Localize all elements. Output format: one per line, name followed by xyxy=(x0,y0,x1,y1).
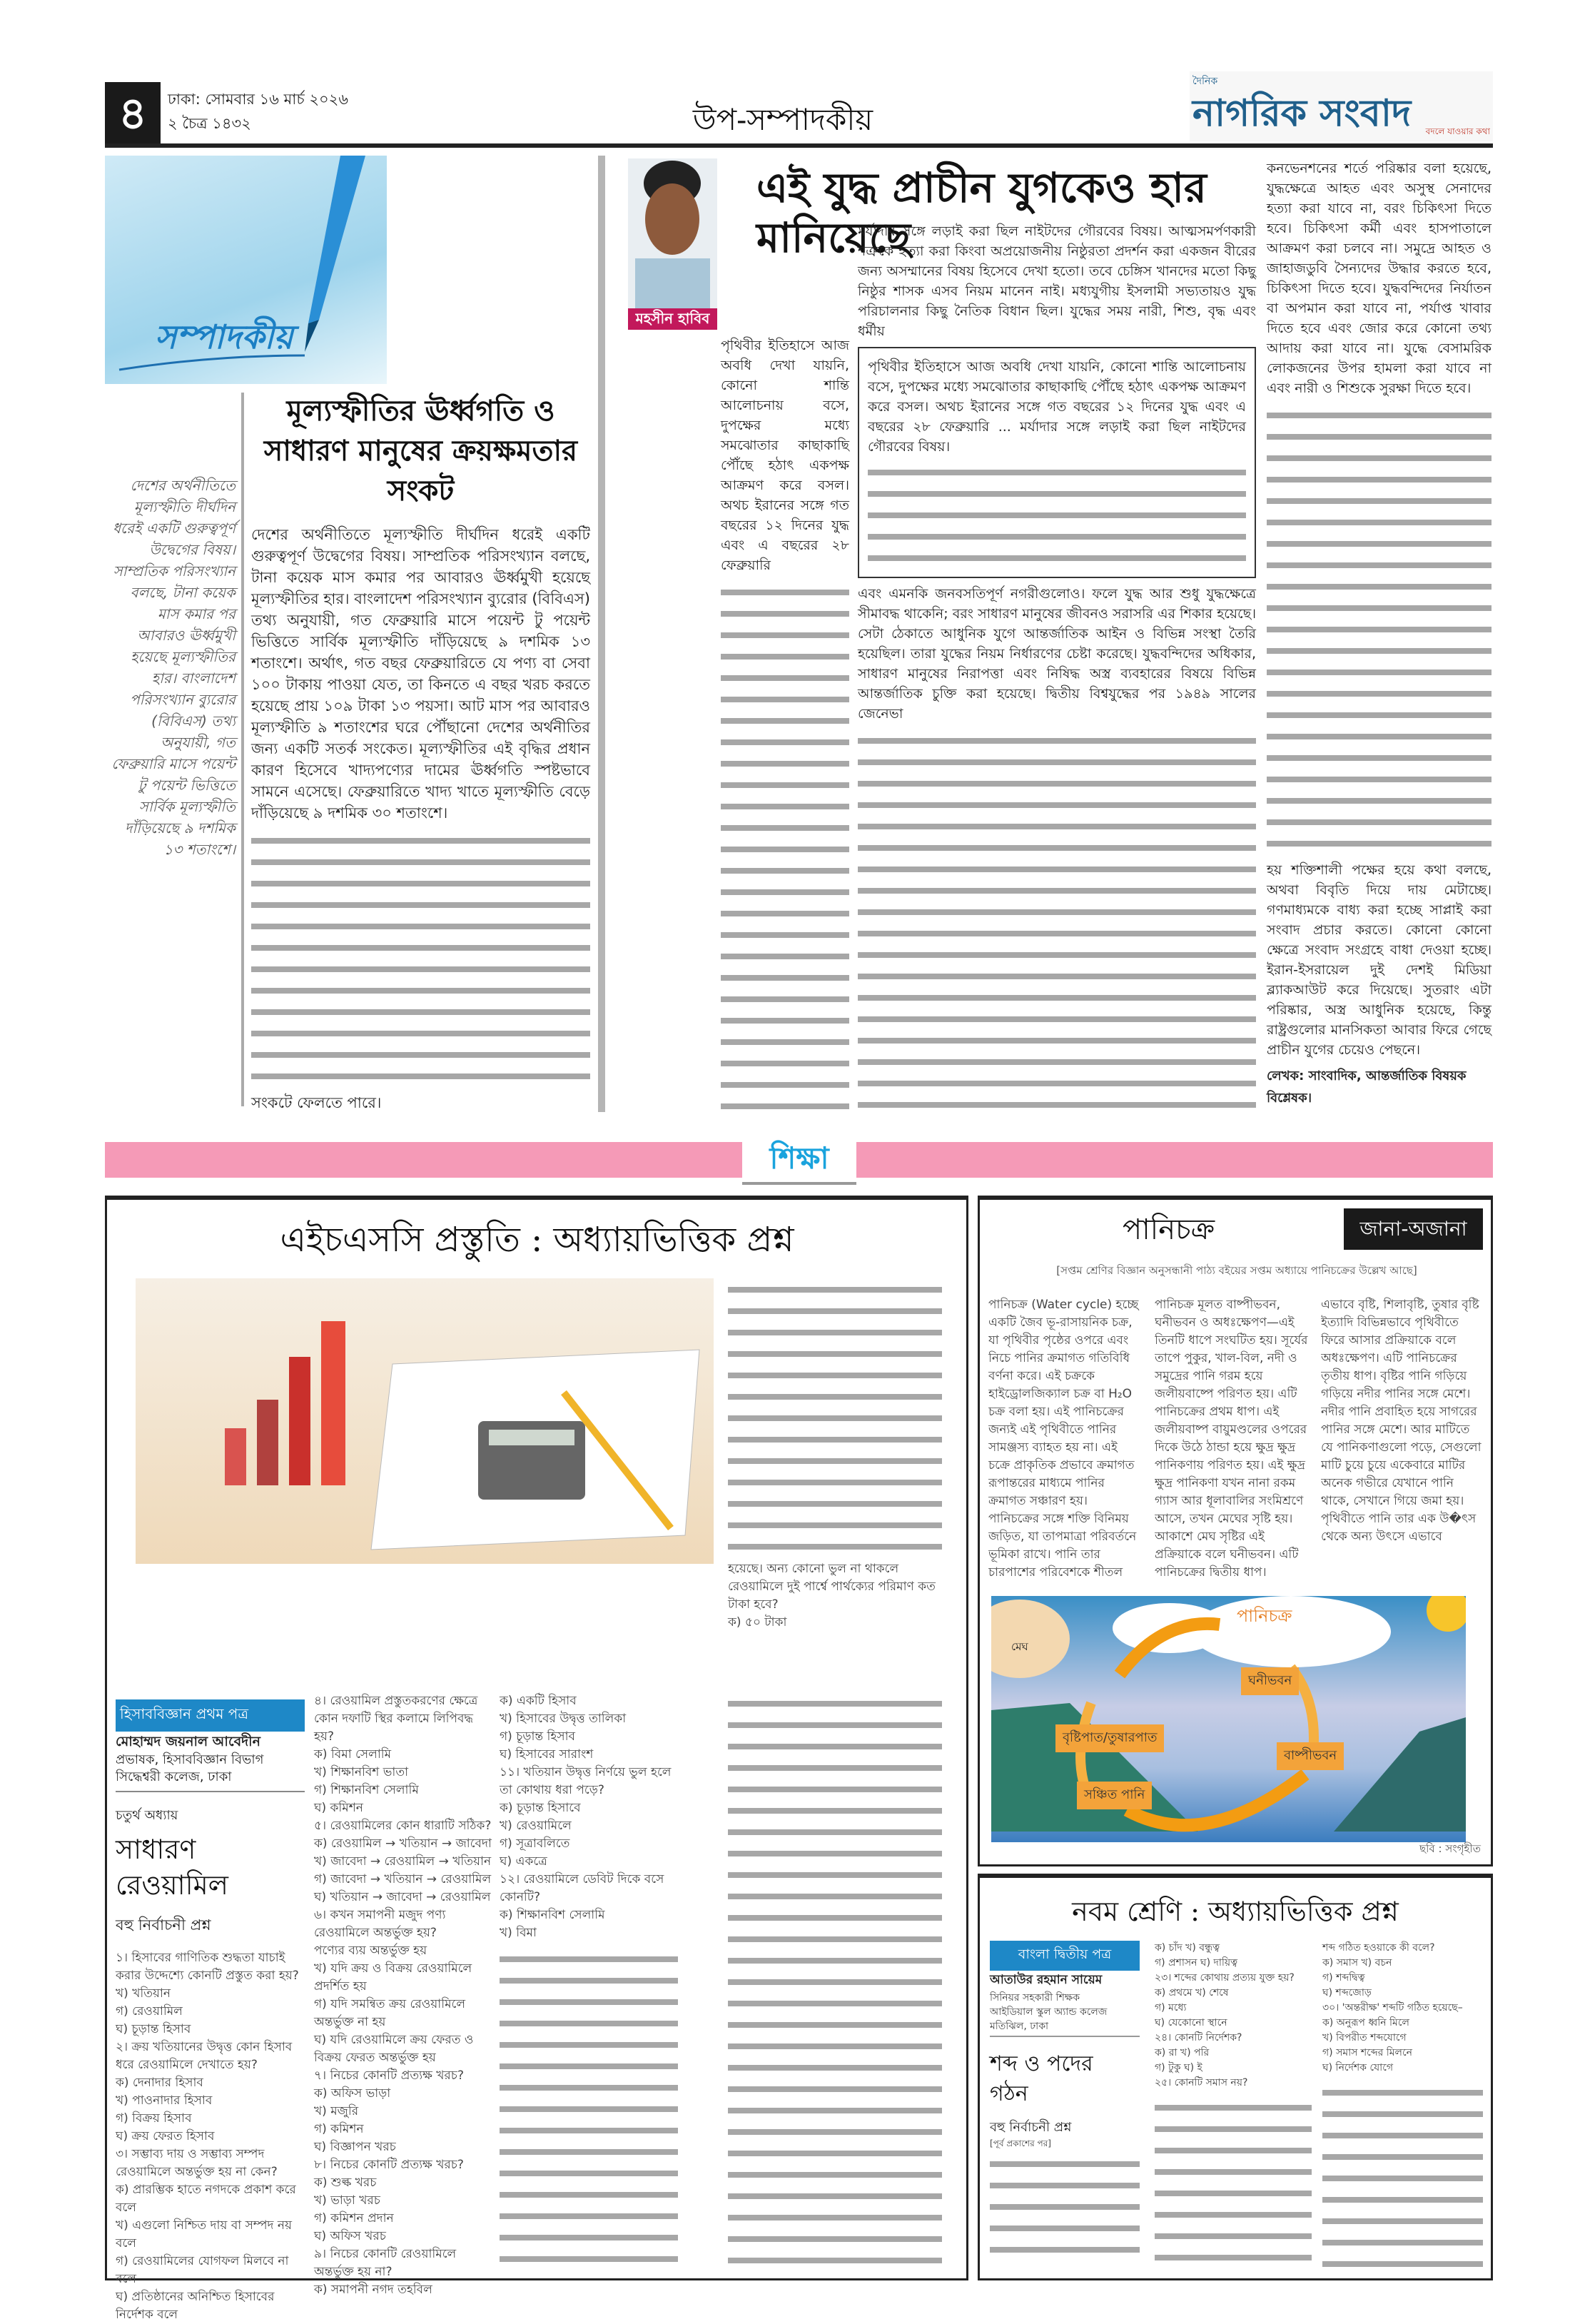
author-name: মহসীন হাবিব xyxy=(628,308,717,330)
question-line: ক) একটি হিসাব xyxy=(500,1694,577,1708)
editorial-body: দেশের অর্থনীতিতে মূল্যস্ফীতি দীর্ঘদিন ধরেই একটি গুরুত্বপূর্ণ উদ্বেগের বিষয়। সাম্প্রতিক পরিসংখ্যান বলছে, টানা কয়েক মাস কমার পর আবারও ঊর্ধ্বমুখী হয়েছে মূল্যস্ফীতির হার। বাংলাদেশ পরিসংখ্যান ব্যুরোর (বিবিএস) তথ্য অনুযায়ী, গত ফেব্রুয়ারি মাসে পয়েন্ট টু পয়েন্ট ভিত্তিতে সার্বিক মূল্যস্ফীতি দাঁড়িয়েছে ৯ দশমিক ১৩ শতাংশে। অর্থাৎ, গত বছর ফেব্রুয়ারিতে যে পণ্য বা সেবা ১০০ টাকায় পাওয়া যেত, তা কিনতে এ বছর খরচ করতে হয়েছে প্রায় ১০৯ টাকা ১৩ পয়সা। আট মাস পর আবারও মূল্যস্ফীতি ৯ শতাংশের ঘরে পৌঁছানো দেশের অর্থনীতির জন্য একটি সতর্ক সংকেত। মূল্যস্ফীতির এই বৃদ্ধির প্রধান কারণ হিসেবে খাদ্যপণ্যের দামের ঊর্ধ্বগতি স্পষ্টভাবে সামনে এসেছে। ফেব্রুয়ারিতে খাদ্য খাতে মূল্যস্ফীতি বেড়ে দাঁড়িয়েছে ৯ দশমিক ৩০ শতাংশে। xyxy=(251,526,590,822)
class9-subject-label: বাংলা দ্বিতীয় পত্র xyxy=(990,1941,1140,1971)
oped-middle-column xyxy=(858,221,1256,1110)
question-line: ঘ) খতিয়ান → জাবেদা → রেওয়ামিল xyxy=(314,1890,491,1904)
question-line: ১। হিসাবের গাণিতিক শুদ্ধতা যাচাই করার উদ্দেশ্যে কোনটি প্রস্তুত করা হয়? xyxy=(116,1951,299,1983)
question-line: ৬। কখন সমাপনী মজুদ পণ্য রেওয়ামিলে অন্তর্ভুক্ত হয়? xyxy=(314,1908,446,1940)
header-rule xyxy=(105,143,1493,148)
question-line: ঘ) ক্রয় ফেরত হিসাব xyxy=(116,2129,215,2143)
hsc-headline: এইচএসসি প্রস্তুতি : অধ্যায়ভিত্তিক প্রশ্ন xyxy=(280,1220,794,1260)
class9-questions-col2-more xyxy=(1322,2081,1483,2269)
question-line: ৯। নিচের কোনটি রেওয়ামিলে অন্তর্ভুক্ত হয় না? xyxy=(314,2247,457,2279)
question-line: গ) শিক্ষানবিশ সেলামি xyxy=(314,1783,419,1797)
question-line: ক) চাঁদ খ) বন্ধুত্ব xyxy=(1155,1942,1220,1954)
question-line: খ) শিক্ষানবিশ ভাতা xyxy=(314,1765,409,1779)
question-line: ঘ) যেকোনো স্থানে xyxy=(1155,2017,1227,2029)
oped-boxed-quote xyxy=(858,347,1256,578)
editorial-ending: সংকটে ফেলতে পারে। xyxy=(251,1094,382,1111)
label-stored-water: সঞ্চিত পানি xyxy=(1077,1782,1152,1809)
question-line: ৮। নিচের কোনটি প্রত্যক্ষ খরচ? xyxy=(314,2158,464,2172)
hsc-illustration xyxy=(136,1278,714,1564)
column-divider xyxy=(598,156,605,1112)
question-line: গ) রেওয়ামিল xyxy=(116,2004,183,2019)
question-line: হয়েছে। অন্য কোনো ভুল না থাকলে রেওয়ামিলে দুই পার্শ্বে পার্থক্যের পরিমাণ কত টাকা হবে? xyxy=(728,1562,936,1612)
date-line: ঢাকা: সোমবার ১৬ মার্চ ২০২৬ xyxy=(168,91,348,108)
hsc-question-type: বহু নির্বাচনী প্রশ্ন xyxy=(116,1916,211,1934)
question-line: খ) রেওয়ামিলে xyxy=(500,1819,572,1833)
question-line: শব্দ গঠিত হওয়াকে কী বলে? xyxy=(1322,1942,1435,1954)
logo-prefix: দৈনিক xyxy=(1192,76,1218,87)
class9-designation: সিনিয়র সহকারী শিক্ষক xyxy=(990,1992,1080,2004)
editorial-divider xyxy=(241,393,244,1106)
question-line: গ) মধ্যে xyxy=(1155,2002,1187,2014)
question-line: ক) রেওয়ামিল → খতিয়ান → জাবেদা xyxy=(314,1837,492,1851)
oped-col1: পৃথিবীর ইতিহাসে আজ অবধি দেখা যায়নি, কোনো শান্তি আলোচনায় বসে, দুপক্ষের মধ্যে সমঝোতার কাছাকাছি পৌঁছে হঠাৎ একপক্ষ আক্রমণ করে বসল। অথচ ইরানের সঙ্গে গত বছরের ১২ দিনের যুদ্ধ এবং এ বছরের ২৮ ফেব্রুয়ারি xyxy=(721,338,849,573)
question-line: গ) বিক্রয় হিসাব xyxy=(116,2111,192,2126)
question-line: ক) প্রারম্ভিক হাতে নগদকে প্রকাশ করে বলে xyxy=(116,2183,296,2215)
question-line: ক) চূড়ান্ত হিসাবে xyxy=(500,1801,581,1815)
page-header xyxy=(105,75,1493,146)
label-condensation: ঘনীভবন xyxy=(1241,1667,1299,1695)
question-line: খ) বিপরীত শব্দযোগে xyxy=(1322,2032,1407,2043)
class9-col1-stack xyxy=(1155,1941,1312,2269)
question-line: ঘ) নির্দেশক যোগে xyxy=(1322,2062,1394,2073)
question-line: গ) চূড়ান্ত হিসাব xyxy=(500,1729,575,1744)
question-line: ২৫। কোনটি সমাস নয়? xyxy=(1155,2077,1248,2088)
oped-col3: কনভেনশনের শর্তে পরিষ্কার বলা হয়েছে, যুদ্ধক্ষেত্রে আহত এবং অসুস্থ সেনাদের হত্যা করা যাবে না, বরং চিকিৎসা দিতে হবে। চিকিৎসা কর্মী এবং হাসপাতালে আক্রমণ করা চলবে না। সমুদ্রে আহত ও জাহাজডুবি সৈন্যদের উদ্ধার করতে হবে, চিকিৎসা দিতে হবে। যুদ্ধবন্দিদের নির্যাতন বা অপমান করা যাবে না, পর্যাপ্ত খাবার দিতে হবে এবং জোর করে কোনো তথ্য আদায় করা যাবে না। যুদ্ধে বেসামরিক লোকজনের উপর হামলা করা যাবে না এবং নারী ও শিশুকে সুরক্ষা দিতে হবে। xyxy=(1267,161,1492,396)
jana-ojana-badge: জানা-অজানা xyxy=(1344,1208,1483,1250)
hsc-questions-col4-more xyxy=(728,1692,942,2270)
class9-headline: নবম শ্রেণি : অধ্যায়ভিত্তিক প্রশ্ন xyxy=(1072,1896,1399,1927)
hsc-questions-col4 xyxy=(728,1560,942,1632)
question-line: ৪। রেওয়ামিল প্রস্তুতকরণের ক্ষেত্রে কোন দফাটি স্থির কলামে লিপিবদ্ধ হয়? xyxy=(314,1694,478,1744)
oped-headline: এই যুদ্ধ প্রাচীন যুগকেও হার মানিয়েছে xyxy=(756,163,1207,262)
hsc-questions-col3 xyxy=(500,1692,678,1942)
question-line: ৩। সম্ভাব্য দায় ও সম্ভাব্য সম্পদ রেওয়ামিলে অন্তর্ভুক্ত হয় না কেন? xyxy=(116,2147,278,2179)
class9-questions-col1 xyxy=(1155,1941,1312,2091)
class9-topic: শব্দ ও পদের গঠন xyxy=(990,2051,1093,2106)
question-line: ক) প্রথমে খ) শেষে xyxy=(1155,1987,1229,1999)
question-line: ঘ) একত্রে xyxy=(500,1854,547,1869)
editorial-pull-quote: দেশের অর্থনীতিতে মূল্যস্ফীতি দীর্ঘদিন ধরেই একটি গুরুত্বপূর্ণ উদ্বেগের বিষয়। সাম্প্রতিক পরিসংখ্যান বলছে, টানা কয়েক মাস কমার পর আবারও ঊর্ধ্বমুখী হয়েছে মূল্যস্ফীতির হার। বাংলাদেশ পরিসংখ্যান ব্যুরোর (বিবিএস) তথ্য অনুযায়ী, গত ফেব্রুয়ারি মাসে পয়েন্ট টু পয়েন্ট ভিত্তিতে সার্বিক মূল্যস্ফীতি দাঁড়িয়েছে ৯ দশমিক ১৩ শতাংশে। xyxy=(111,477,236,858)
hsc-col3-stack xyxy=(500,1692,678,2270)
question-line: খ) এগুলো নিশ্চিত দায় বা সম্পদ নয় বলে xyxy=(116,2218,293,2250)
bangla-date: ২ চৈত্র ১৪৩২ xyxy=(168,115,251,132)
question-line: গ) কমিশন প্রদান xyxy=(314,2211,394,2226)
water-cycle-title: পানিচক্র xyxy=(1123,1213,1215,1246)
question-line: গ) সূত্রাবলিতে xyxy=(500,1837,570,1851)
question-line: ঘ) অফিস খরচ xyxy=(314,2229,386,2243)
question-line: ঘ) কমিশন xyxy=(314,1801,363,1815)
class9-questions-left xyxy=(990,2153,1140,2267)
question-line: গ) সমাস শব্দের মিলনে xyxy=(1322,2047,1412,2058)
boxed-quote-continued xyxy=(868,461,1246,568)
label-cloud: মেঘ xyxy=(1011,1640,1028,1653)
question-line: খ) হিসাবের উদ্বৃত্ত তালিকা xyxy=(500,1712,627,1726)
question-line: গ) টুকু ঘ) ই xyxy=(1155,2062,1202,2073)
section-band-label: শিক্ষা xyxy=(742,1131,856,1185)
class9-question-type: বহু নির্বাচনী প্রশ্ন xyxy=(990,2120,1072,2135)
section-title: উপ-সম্পাদকীয় xyxy=(692,102,873,137)
oped-body-left xyxy=(721,581,849,1110)
question-line: ৫। রেওয়ামিলের কোন ধারাটি সঠিক? xyxy=(314,1819,492,1833)
editorial-headline: মূল্যস্ফীতির ঊর্ধ্বগতি ও সাধারণ মানুষের ক্রয়ক্ষমতার সংকট xyxy=(263,394,578,507)
question-line: ১১। খতিয়ান উদ্বৃত্ত নির্ণয়ে ভুল হলে তা কোথায় ধরা পড়ে? xyxy=(500,1765,672,1797)
question-line: ক) অফিস ভাড়া xyxy=(314,2086,391,2101)
question-line: ক) বিমা সেলামি xyxy=(314,1747,392,1762)
oped-mid-text: এবং এমনকি জনবসতিপূর্ণ নগরীগুলোও। ফলে যুদ্ধ আর শুধু যুদ্ধক্ষেত্রে সীমাবদ্ধ থাকেনি; বরং সাধারণ মানুষের জীবনও সরাসরি এর শিকার হয়েছে। সেটা ঠেকাতে আধুনিক যুগে আন্তর্জাতিক আইন ও বিভিন্ন সংস্থা তৈরি হয়েছিল। তারা যুদ্ধের নিয়ম নির্ধারণের চেষ্টা করেছে। যুদ্ধবন্দিদের অধিকার, সাধারণ মানুষের নিরাপত্তা এবং নিষিদ্ধ অস্ত্র ব্যবহারের বিষয়ে বিভিন্ন আন্তর্জাতিক চুক্তি করা হয়েছে। দ্বিতীয় বিশ্বযুদ্ধের পর ১৯৪৯ সালের জেনেভা xyxy=(858,586,1256,722)
class9-note: [পূর্ব প্রকাশের পর] xyxy=(990,2138,1051,2148)
water-cycle-col2: পানিচক্র মূলত বাষ্পীভবন, ঘনীভবন ও অধঃক্ষেপণ—এই তিনটি ধাপে সংঘটিত হয়। সূর্যের তাপে পুকুর, খাল-বিল, নদী ও সমুদ্রের পানি গরম হয়ে জলীয়বাষ্পে পরিণত হয়। এটি পানিচক্রের প্রথম ধাপ। এই জলীয়বাষ্প বায়ুমণ্ডলের ওপরের দিকে উঠে ঠান্ডা হয়ে ক্ষুদ্র ক্ষুদ্র পানিকণায় পরিণত হয়। এই ক্ষুদ্র ক্ষুদ্র পানিকণা যখন নানা রকম গ্যাস আর ধূলাবালির সংমিশ্রণে আসে, তখন মেঘের সৃষ্টি হয়। আকাশে মেঘ সৃষ্টির এই প্রক্রিয়াকে বলে ঘনীভবন। এটি পানিচক্রের দ্বিতীয় ধাপ। xyxy=(1155,1298,1308,1580)
hsc-chapter: চতুর্থ অধ্যায় xyxy=(116,1808,178,1823)
water-cycle-col3: এভাবে বৃষ্টি, শিলাবৃষ্টি, তুষার বৃষ্টি ইত্যাদি বিভিন্নভাবে পৃথিবীতে ফিরে আসার প্রক্রিয়াকে বলে অধঃক্ষেপণ। এটি পানিচক্রের তৃতীয় ধাপ। বৃষ্টির পানি গড়িয়ে গড়িয়ে নদীর পানির সঙ্গে মেশে। নদীর পানি প্রবাহিত হয়ে সাগরের পানির সঙ্গে মেশে। আর মাটিতে যে পানিকণাগুলো পড়ে, সেগুলো মাটি চুয়ে চুয়ে একেবারে মাটির অনেক গভীরে যেখানে পানি থাকে, সেখানে গিয়ে জমা হয়। পৃথিবীতে পানি তার এক উ�ৎস থেকে অন্য উৎসে এভাবে xyxy=(1321,1298,1482,1544)
sun-icon xyxy=(1427,1596,1466,1632)
question-line: গ) কমিশন xyxy=(314,2122,364,2136)
water-cycle-section xyxy=(978,1196,1493,1866)
hsc-author: মোহাম্মদ জয়নাল আবেদীন xyxy=(116,1734,260,1749)
logo-text: নাগরিক সংবাদ xyxy=(1192,92,1412,135)
hsc-questions-col3-more xyxy=(500,1948,678,2270)
oped-right-column xyxy=(1267,158,1492,1110)
question-line: ঘ) হিসাবের সারাংশ xyxy=(500,1747,594,1762)
label-precipitation: বৃষ্টিপাত/তুষারপাত xyxy=(1055,1724,1164,1752)
question-line: খ) পাওনাদার হিসাব xyxy=(116,2093,213,2108)
hsc-institution: সিদ্ধেশ্বরী কলেজ, ঢাকা xyxy=(116,1768,305,1792)
hsc-designation: প্রভাষক, হিসাববিজ্ঞান বিভাগ xyxy=(116,1752,264,1767)
oped-right-body xyxy=(1267,404,1492,854)
oped-col2: মর্যাদার সঙ্গে লড়াই করা ছিল নাইটদের গৌরবের বিষয়। আত্মসমর্পণকারী শত্রুকে হত্যা করা কিংবা অপ্রয়োজনীয় নিষ্ঠুরতা প্রদর্শন করা একজন বীরের জন্য অসম্মানের বিষয় হিসেবে দেখা হতো। তবে চেঙ্গিস খানদের মতো কিছু নিষ্ঠুর শাসক এসব নিয়ম মানেন নাই। মধ্যযুগীয় ইসলামী সভ্যতায়ও যুদ্ধ পরিচালনার কিছু নৈতিক বিধান ছিল। যুদ্ধের সময় নারী, শিশু, বৃদ্ধ এবং ধর্মীয় xyxy=(858,223,1256,339)
hsc-questions-col2 xyxy=(314,1692,492,2299)
page-number: ৪ xyxy=(105,82,161,145)
class9-col2-stack xyxy=(1322,1941,1483,2269)
question-line: খ) বিমা xyxy=(500,1926,537,1940)
editorial-body-continued xyxy=(251,829,590,1086)
boxed-quote-text: পৃথিবীর ইতিহাসে আজ অবধি দেখা যায়নি, কোনো শান্তি আলোচনায় বসে, দুপক্ষের মধ্যে সমঝোতার কাছাকাছি পৌঁছে হঠাৎ একপক্ষ আক্রমণ করে বসল। অথচ ইরানের সঙ্গে গত বছরের ১২ দিনের যুদ্ধ এবং এ বছরের ২৮ ফেব্রুয়ারি ... মর্যাদার সঙ্গে লড়াই করা ছিল নাইটদের গৌরবের বিষয়। xyxy=(868,359,1246,455)
hsc-topic: সাধারণ রেওয়ামিল xyxy=(116,1834,228,1901)
hsc-section xyxy=(105,1196,968,2322)
oped-ending: হয় শক্তিশালী পক্ষের হয়ে কথা বলছে, অথবা বিবৃতি দিয়ে দায় মেটাচ্ছে। গণমাধ্যমকে বাধ্য করা হচ্ছে সাপ্লাই করা সংবাদ প্রচার করতে। কোনো কোনো ক্ষেত্রে সংবাদ সংগ্রহে বাধা দেওয়া হচ্ছে। ইরান-ইসরায়েল দুই দেশই মিডিয়া ব্ল্যাকআউট করে দিয়েছে। সুতরাং এটা পরিষ্কার, অস্ত্র আধুনিক হয়েছে, কিন্তু রাষ্ট্রগুলোর মানসিকতা আবার ফিরে গেছে প্রাচীন যুগের চেয়েও পেছনে। xyxy=(1267,862,1492,1058)
oped-byline: লেখক: সাংবাদিক, আন্তর্জাতিক বিষয়ক বিশ্লেষক। xyxy=(1267,1068,1467,1106)
question-line: ঘ) প্রতিষ্ঠানের অনিশ্চিত হিসাবের নির্দেশক বলে xyxy=(116,2290,275,2322)
class9-questions-col2 xyxy=(1322,1941,1483,2076)
question-line: গ) জাবেদা → খতিয়ান → রেওয়ামিল xyxy=(314,1872,492,1886)
photo-credit: ছবি : সংগৃহীত xyxy=(1419,1842,1481,1855)
question-line: গ) যদি সমন্বিত ক্রয় রেওয়ামিলে অন্তর্ভুক্ত না হয় xyxy=(314,1997,466,2029)
editorial-column xyxy=(251,391,590,1113)
hsc-subject-label: হিসাববিজ্ঞান প্রথম পত্র xyxy=(116,1699,305,1732)
question-line: ক) ৫০ টাকা xyxy=(728,1615,787,1630)
editorial-banner-label: সম্পাদকীয় xyxy=(155,318,293,356)
class9-author: আতাউর রহমান সায়েম xyxy=(990,1973,1103,1987)
question-line: ক) শিক্ষানবিশ সেলামি xyxy=(500,1908,605,1922)
question-line: ক) দেনাদার হিসাব xyxy=(116,2076,203,2090)
class9-section xyxy=(978,1874,1493,2280)
question-line: ঘ) যদি রেওয়ামিলে ক্রয় ফেরত ও বিক্রয় ফেরত অন্তর্ভুক্ত হয় xyxy=(314,2033,474,2065)
question-line: খ) জাবেদা → রেওয়ামিল → খতিয়ান xyxy=(314,1854,492,1869)
label-evaporation: বাষ্পীভবন xyxy=(1277,1742,1344,1770)
question-line: ক) সমাপনী নগদ তহবিল xyxy=(314,2283,432,2297)
question-line: গ) রেওয়ামিলের যোগফল মিলবে না বলে xyxy=(116,2254,289,2286)
water-cycle-intro: [সপ্তম শ্রেণির বিজ্ঞান অনুসন্ধানী পাঠ্য বইয়ের সপ্তম অধ্যায়ে পানিচক্রের উল্লেখ আছে] xyxy=(1056,1264,1417,1277)
question-line: ক) অনুরূপ ধ্বনি মিলে xyxy=(1322,2017,1409,2029)
question-line: খ) খতিয়ান xyxy=(116,1986,171,2001)
class9-institution: আইডিয়াল স্কুল অ্যান্ড কলেজ xyxy=(990,2006,1108,2018)
hsc-questions-right xyxy=(728,1278,942,1557)
question-line: গ) প্রশাসন ঘ) দায়িত্ব xyxy=(1155,1957,1238,1969)
class9-questions-col1-more xyxy=(1155,2096,1312,2269)
question-line: পণ্যের ব্যয় অন্তর্ভুক্ত হয় xyxy=(314,1944,427,1958)
question-line: ঘ) চূড়ান্ত হিসাব xyxy=(116,2022,191,2036)
question-line: ক) রা খ) পরি xyxy=(1155,2047,1210,2058)
editorial-banner-image xyxy=(105,156,387,384)
question-line: ৩০। 'অন্তরীক্ষ' শব্দটি গঠিত হয়েছে– xyxy=(1322,2002,1463,2014)
question-line: খ) যদি ক্রয় ও বিক্রয় রেওয়ামিলে প্রদর্শিত হয় xyxy=(314,1961,472,1994)
water-cycle-diagram xyxy=(991,1596,1466,1842)
question-line: ঘ) বিজ্ঞাপন খরচ xyxy=(314,2140,396,2154)
question-line: ১২। রেওয়ামিলে ডেবিট দিকে বসে কোনটি? xyxy=(500,1872,664,1904)
question-line: ৭। নিচের কোনটি প্রত্যক্ষ খরচ? xyxy=(314,2068,464,2083)
class9-place: মতিঝিল, ঢাকা xyxy=(990,2018,1140,2037)
masthead-logo[interactable] xyxy=(1190,71,1493,141)
question-line: ২৪। কোনটি নির্দেশক? xyxy=(1155,2032,1242,2043)
author-photo xyxy=(628,158,717,308)
question-line: ক) সমাস খ) বচন xyxy=(1322,1957,1392,1969)
logo-tagline: বদলে যাওয়ার কথা xyxy=(1425,126,1490,136)
hsc-questions-col1 xyxy=(116,1949,301,2324)
oped-body-left2 xyxy=(858,729,1256,1110)
question-line: গ) শব্দদ্বিত্ব xyxy=(1322,1972,1365,1984)
oped-left-column xyxy=(721,335,849,1110)
question-line: খ) মজুরি xyxy=(314,2104,359,2118)
water-cycle-col1: পানিচক্র (Water cycle) হচ্ছে একটি জৈব ভূ-রাসায়নিক চক্র, যা পৃথিবীর পৃষ্ঠের ওপরে এবং নিচে পানির ক্রমাগত গতিবিধি বর্ণনা করে। এই চক্রকে হাইড্রোলজিক্যাল চক্র বা H₂O চক্র বলা হয়। এই পানিচক্রের জন্যই এই পৃথিবীতে পানির সামঞ্জস্য ব্যাহত হয় না। এই চক্রে প্রাকৃতিক প্রভাবে ক্রমাগত রূপান্তরের মাধ্যমে পানির ক্রমাগত সঞ্চারণ হয়। পানিচক্রের সঙ্গে শক্তি বিনিময় জড়িত, যা তাপমাত্রা পরিবর্তনে ভূমিকা রাখে। পানি তার চারপাশের পরিবেশকে শীতল xyxy=(988,1298,1139,1580)
question-line: ঘ) শব্দজোড় xyxy=(1322,1987,1372,1999)
question-line: ২। ক্রয় খতিয়ানের উদ্বৃত্ত কোন হিসাব ধরে রেওয়ামিলে দেখাতে হয়? xyxy=(116,2040,293,2072)
question-line: ক) শুল্ক খরচ xyxy=(314,2176,377,2190)
diagram-title: পানিচক্র xyxy=(1227,1602,1302,1633)
question-line: খ) ভাড়া খরচ xyxy=(314,2193,380,2208)
question-line: ২৩। শব্দের কোথায় প্রত্যয় যুক্ত হয়? xyxy=(1155,1972,1295,1984)
